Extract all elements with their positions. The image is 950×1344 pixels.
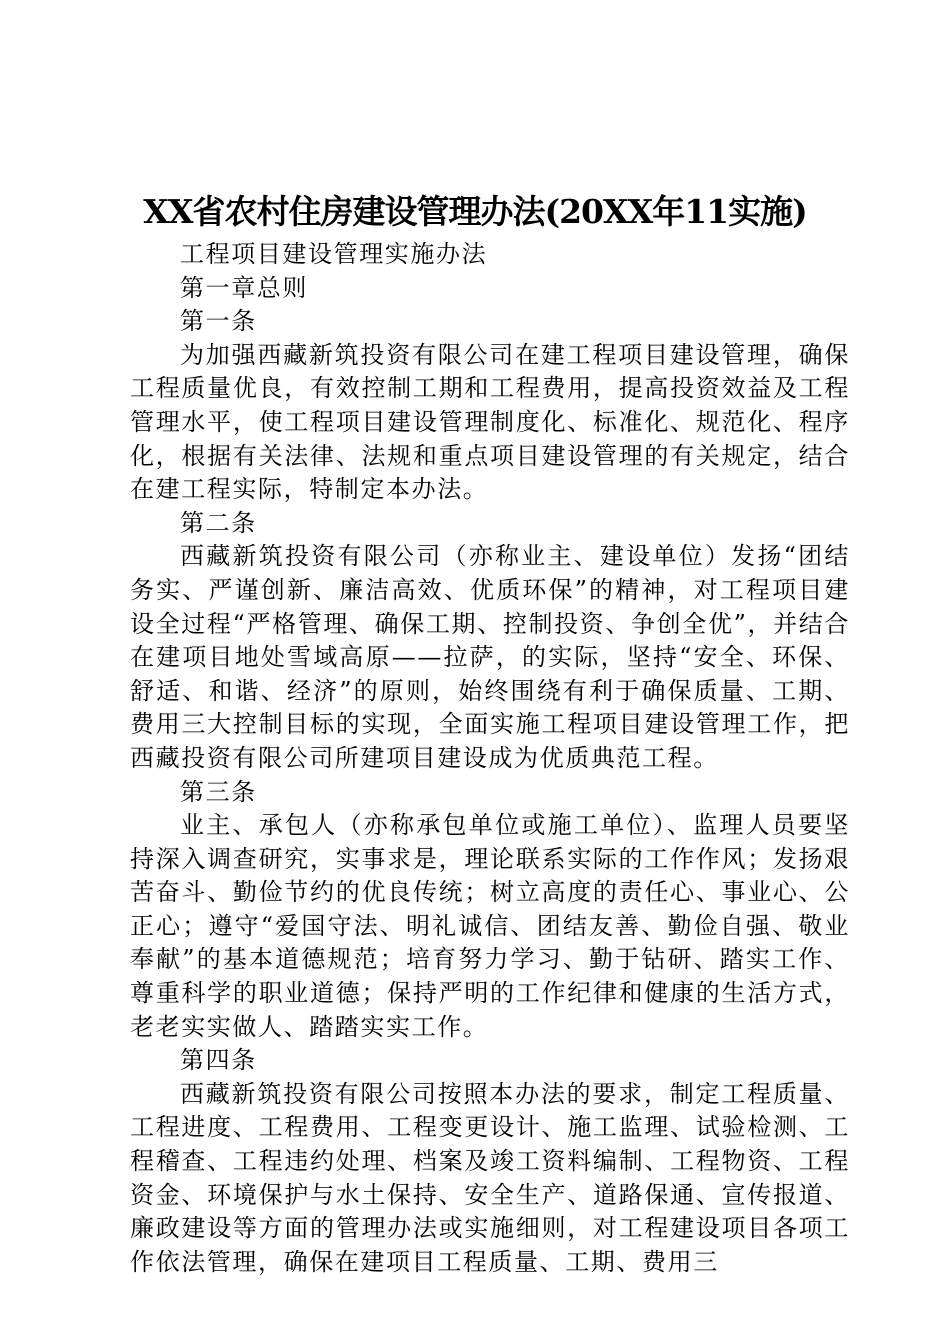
article-heading-4: 第四条 — [180, 1046, 257, 1075]
article-paragraph-3: 业主、承包人（亦称承包单位或施工单位）、监理人员要坚持深入调查研究，实事求是，理论联系实际的工作作风；发扬艰苦奋斗、勤俭节约的优良传统；树立高度的责任心、事业心、公正心；遵守“爱国守法、明礼诚信、团结友善、勤俭自强、敬业奉献”的基本道德规范；培育努力学习、勤于钻研、踏实工作、尊重科学的职业道德；保持严明的工作纪律和健康的生活方式，老老实实做人、踏踏实实工作。 — [130, 811, 850, 1041]
document-body — [130, 238, 850, 1279]
document-title: XX省农村住房建设管理办法(20XX年11实施) — [143, 192, 807, 231]
article-paragraph-1: 为加强西藏新筑投资有限公司在建工程项目建设管理，确保工程质量优良，有效控制工期和工程费用，提高投资效益及工程管理水平，使工程项目建设管理制度化、标准化、规范化、程序化，根据有关法律、法规和重点项目建设管理的有关规定，结合在建工程实际，特制定本办法。 — [130, 340, 850, 504]
article-paragraph-4: 西藏新筑投资有限公司按照本办法的要求，制定工程质量、工程进度、工程费用、工程变更设计、施工监理、试验检测、工程稽查、工程违约处理、档案及竣工资料编制、工程物资、工程资金、环境保护与水土保持、安全生产、道路保通、宣传报道、廉政建设等方面的管理办法或实施细则，对工程建设项目各项工作依法管理，确保在建项目工程质量、工期、费用三 — [130, 1079, 850, 1276]
subtitle: 工程项目建设管理实施办法 — [180, 240, 488, 268]
article-paragraph-2: 西藏新筑投资有限公司（亦称业主、建设单位）发扬“团结务实、严谨创新、廉洁高效、优质环保”的精神，对工程项目建设全过程“严格管理、确保工期、控制投资、争创全优”，并结合在建项目地处雪域高原——拉萨，的实际，坚持“安全、环保、舒适、和谐、经济”的原则，始终围绕有利于确保质量、工期、费用三大控制目标的实现，全面实施工程项目建设管理工作，把西藏投资有限公司所建项目建设成为优质典范工程。 — [130, 542, 850, 772]
article-heading-3: 第三条 — [180, 777, 257, 806]
article-heading-1: 第一条 — [180, 307, 257, 336]
chapter-heading: 第一章总则 — [180, 273, 308, 302]
article-heading-2: 第二条 — [180, 508, 257, 537]
